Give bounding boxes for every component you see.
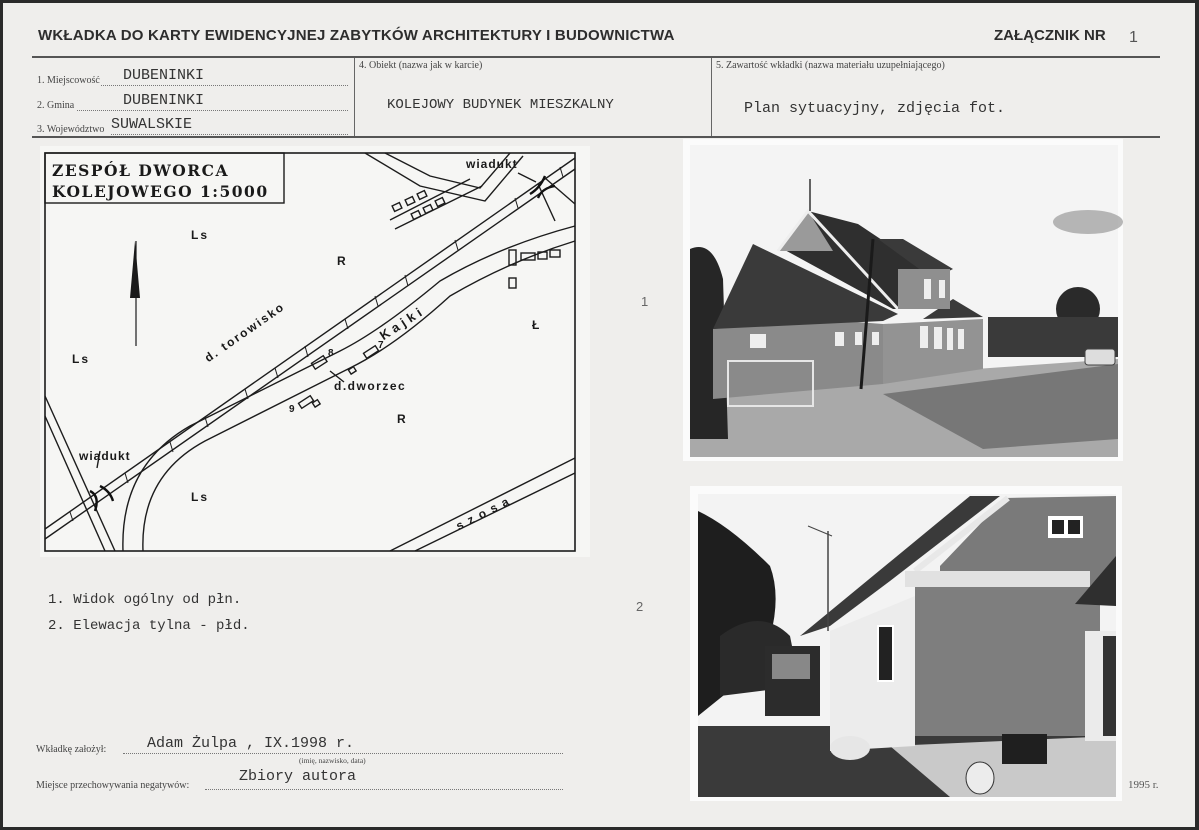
wojewodztwo-value: SUWALSKIE [111, 116, 193, 133]
zawartosc-value: Plan sytuacyjny, zdjęcia fot. [744, 100, 1006, 117]
map-label-dworzec: d.dworzec [334, 379, 407, 393]
wojewodztwo-dots [111, 134, 348, 135]
gmina-label: 2. Gmina [37, 100, 75, 111]
map-label-building-7: 7 [378, 340, 384, 351]
zawartosc-label: 5. Zawartość wkładki (nazwa materiału uzupełniającego) [716, 60, 945, 71]
storage-value: Zbiory autora [239, 768, 357, 785]
storage-dots [205, 789, 563, 790]
map-label-torowisko: d. torowisko [201, 299, 288, 365]
map-label-r-bottom: R [397, 412, 406, 426]
obiekt-value: KOLEJOWY BUDYNEK MIESZKALNY [387, 97, 614, 113]
map-label-szosa: szosa [453, 491, 517, 533]
column-divider-1 [354, 58, 355, 136]
map-label-l-right: Ł [532, 318, 540, 332]
author-value: Adam Żulpa , IX.1998 r. [147, 735, 355, 752]
annex-number: 1 [1129, 29, 1138, 46]
map-label-building-8: 8 [328, 348, 334, 359]
photo-1 [683, 139, 1123, 461]
wojewodztwo-label: 3. Województwo [37, 124, 105, 135]
column-divider-2 [711, 58, 712, 136]
photo-1-number: 1 [641, 294, 649, 309]
author-dots [123, 753, 563, 754]
author-hint: (imię, nazwisko, data) [299, 756, 366, 765]
map-label-wiadukt-bottom: wiadukt [79, 449, 131, 463]
photo-2 [690, 486, 1122, 801]
gmina-dots [77, 110, 348, 111]
form-title: WKŁADKA DO KARTY EWIDENCYJNEJ ZABYTKÓW ARCHITEKTURY I BUDOWNICTWA [38, 27, 675, 44]
map-title-line-1: ZESPÓŁ DWORCA [52, 161, 229, 180]
map-title-line-2: KOLEJOWEGO 1:5000 [52, 182, 269, 201]
site-plan-map [40, 146, 590, 557]
map-label-ls-top: Ls [191, 228, 210, 242]
photo-2-number: 2 [636, 599, 644, 614]
photo-year: 1995 r. [1128, 779, 1159, 791]
record-card-sheet [3, 3, 1195, 827]
gmina-value: DUBENINKI [123, 92, 205, 109]
photo-caption-1: 1. Widok ogólny od płn. [48, 592, 242, 608]
storage-label: Miejsce przechowywania negatywów: [36, 780, 190, 791]
author-label: Wkładkę założył: [36, 744, 107, 755]
map-label-building-9: 9 [289, 404, 295, 415]
photo-1-image [683, 139, 1123, 461]
obiekt-label: 4. Obiekt (nazwa jak w karcie) [359, 60, 483, 71]
photo-2-image [690, 486, 1122, 801]
header-rule-top [32, 56, 1160, 58]
map-label-ls-left: Ls [72, 352, 91, 366]
photo-caption-2: 2. Elewacja tylna - płd. [48, 618, 250, 634]
map-label-kajki: Kajki [376, 302, 428, 343]
header-rule-bottom [32, 136, 1160, 138]
map-label-wiadukt-top: wiadukt [466, 157, 518, 171]
miejscowosc-label: 1. Miejscowość [37, 75, 100, 86]
map-label-ls-bottom: Ls [191, 490, 210, 504]
map-label-r-top: R [337, 254, 346, 268]
miejscowosc-dots [101, 85, 348, 86]
annex-label: ZAŁĄCZNIK NR [994, 27, 1106, 44]
miejscowosc-value: DUBENINKI [123, 67, 205, 84]
